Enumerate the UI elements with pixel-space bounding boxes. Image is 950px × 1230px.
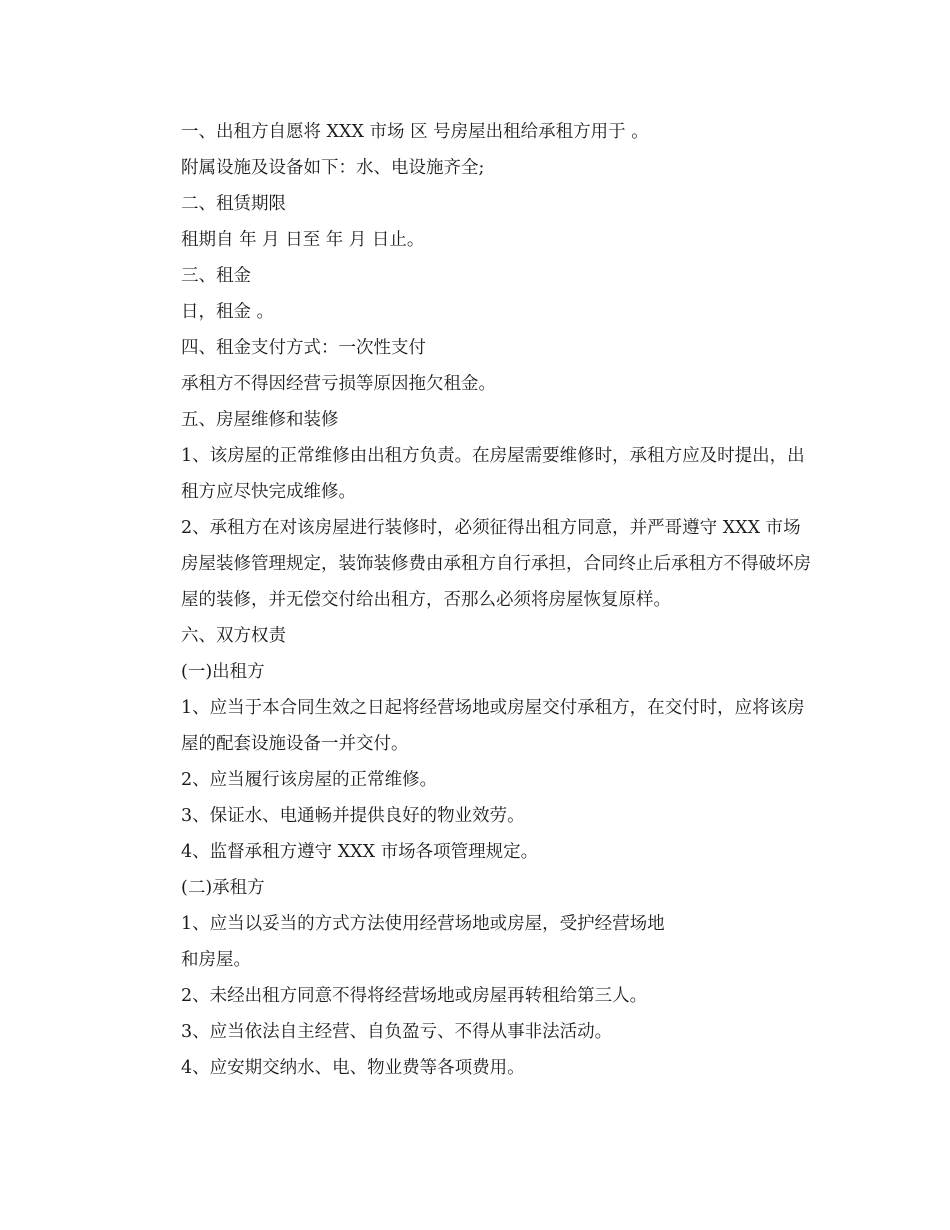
lessor-item-3: 3、保证水、电通畅并提供良好的物业效劳。 <box>181 806 525 826</box>
subheading-lessee: (二)承租方 <box>181 878 265 898</box>
section-heading-lease-term: 二、租赁期限 <box>181 194 286 214</box>
lessee-item-3: 3、应当依法自主经营、自负盈亏、不得从事非法活动。 <box>181 1022 613 1042</box>
subheading-lessor: (一)出租方 <box>181 662 265 682</box>
facilities-note: 附属设施及设备如下：水、电设施齐全; <box>181 158 485 178</box>
section-heading-rights-duties: 六、双方权责 <box>181 626 286 646</box>
maintenance-item-2: 2、承租方在对该房屋进行装修时，必须征得出租方同意，并严哥遵守 XXX 市场房屋装修管理规定，装饰装修费由承租方自行承担，合同终止后承租方不得破坏房屋的装修，并无偿交付给出租方，否那么必须将房屋恢复原样。 <box>181 518 811 610</box>
lease-term-text: 租期自 年 月 日至 年 月 日止。 <box>181 230 425 250</box>
lessor-item-4: 4、监督承租方遵守 XXX 市场各项管理规定。 <box>181 842 539 862</box>
lessor-item-1: 1、应当于本合同生效之日起将经营场地或房屋交付承租方，在交付时，应将该房屋的配套设施设备一并交付。 <box>181 698 805 754</box>
lessor-item-2: 2、应当履行该房屋的正常维修。 <box>181 770 438 790</box>
clause-1-lease-purpose: 一、出租方自愿将 XXX 市场 区 号房屋出租给承租方用于 。 <box>181 122 649 142</box>
section-heading-maintenance: 五、房屋维修和装修 <box>181 410 339 430</box>
lessee-item-2: 2、未经出租方同意不得将经营场地或房屋再转租给第三人。 <box>181 986 648 1006</box>
rent-text: 日，租金 。 <box>181 302 275 322</box>
maintenance-item-1: 1、该房屋的正常维修由出租方负责。在房屋需要维修时，承租方应及时提出，出租方应尽快完成维修。 <box>181 446 805 502</box>
lessee-item-4: 4、应安期交纳水、电、物业费等各项费用。 <box>181 1058 525 1078</box>
payment-note: 承租方不得因经营亏损等原因拖欠租金。 <box>181 374 496 394</box>
document-body <box>145 114 817 1086</box>
section-heading-payment-method: 四、租金支付方式：一次性支付 <box>181 338 426 358</box>
lessee-item-1-continued: 和房屋。 <box>181 950 251 970</box>
section-heading-rent: 三、租金 <box>181 266 251 286</box>
lessee-item-1: 1、应当以妥当的方式方法使用经营场地或房屋，受护经营场地 <box>181 914 665 934</box>
